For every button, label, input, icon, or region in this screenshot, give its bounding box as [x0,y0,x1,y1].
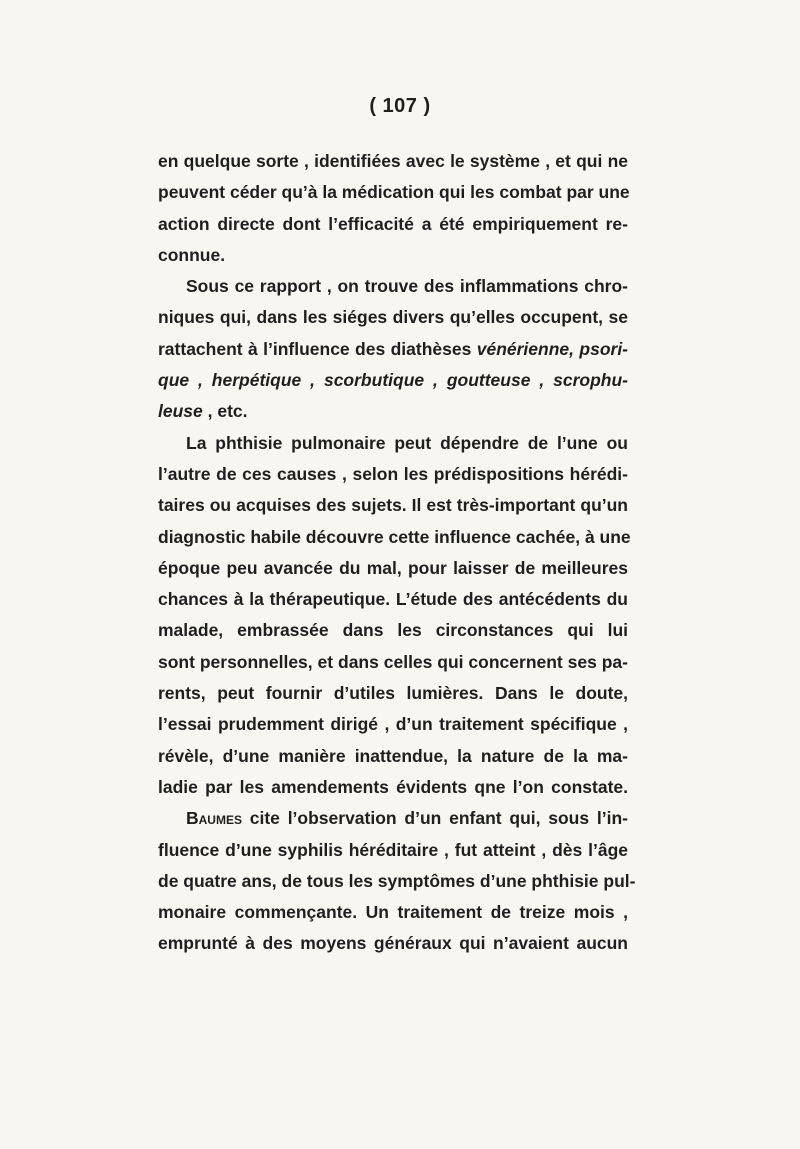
text-line: connue. [158,244,226,265]
text-line: fluence d’une syphilis héréditaire , fut atteint , dès l’âge [158,839,628,860]
text-line: que , herpétique , scorbutique , goutteuse , scrophu- [158,370,628,391]
text-line: ladie par les amendements évidents qne l’on constate. [158,776,628,797]
text-line [158,803,628,834]
text-line: de quatre ans, de tous les symptômes d’une phthisie pul- [158,870,636,891]
text-line: malade, embrassée dans les circonstances qui lui [158,620,628,641]
text-line: chances à la thérapeutique. L’étude des antécédents du [158,589,628,610]
text-line: diagnostic habile découvre cette influence cachée, à une [158,526,631,547]
text-line: l’autre de ces causes , selon les prédispositions hérédi- [158,463,628,484]
text-span: cite l’observation d’un enfant qui, sous l’in- [241,808,628,829]
page-number: ( 107 ) [369,95,431,117]
body-text [158,146,636,960]
text-line [158,396,628,427]
text-line: niques qui, dans les siéges divers qu’elles occupent, se [158,307,628,328]
text-line: époque peu avancée du mal, pour laisser de meilleures [158,557,628,578]
text-line: monaire commençante. Un traitement de treize mois , [158,902,628,923]
text-span: , etc. [207,401,248,422]
text-line [158,334,628,365]
text-line: Sous ce rapport , on trouve des inflammations chro- [186,276,628,297]
text-line: emprunté à des moyens généraux qui n’avaient aucun [158,933,628,954]
italic-span: leuse [158,401,203,422]
italic-span: vénérienne, psori- [476,338,629,359]
text-line: rents, peut fournir d’utiles lumières. Dans le doute, [158,683,628,704]
text-line: La phthisie pulmonaire peut dépendre de l’une ou [186,432,628,453]
text-line: action directe dont l’efficacité a été empiriquement re- [158,213,628,234]
text-line: révèle, d’une manière inattendue, la nature de la ma- [158,745,628,766]
text-span: rattachent à l’influence des diathèses [158,338,477,359]
text-line: l’essai prudemment dirigé , d’un traitement spécifique , [158,714,628,735]
text-line: sont personnelles, et dans celles qui concernent ses pa- [158,651,628,672]
text-line: peuvent céder qu’à la médication qui les combat par une [158,182,630,203]
text-line: taires ou acquises des sujets. Il est très-important qu’un [158,495,628,516]
text-line: en quelque sorte , identifiées avec le système , et qui ne [158,151,628,171]
author-name: Baumes [186,808,242,829]
